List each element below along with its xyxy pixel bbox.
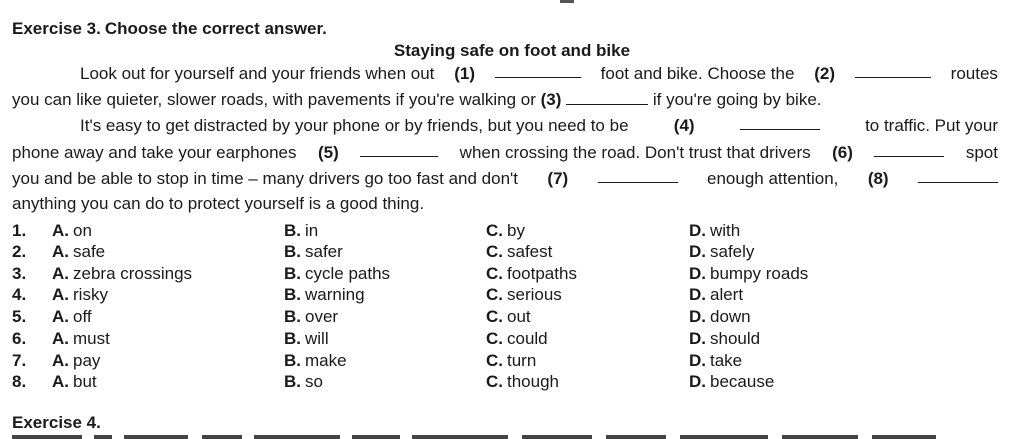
paragraph-line-1: [80, 62, 998, 86]
option-a[interactable]: A. but: [52, 372, 97, 391]
question-number: 2.: [12, 242, 27, 261]
option-d[interactable]: D. take: [689, 351, 743, 370]
question-number: 1.: [12, 221, 27, 240]
option-d[interactable]: D. alert: [689, 285, 744, 304]
paragraph-line-4: [12, 141, 998, 165]
line-text: foot and bike. Choose the: [600, 64, 795, 83]
answer-blank-8[interactable]: [918, 167, 998, 183]
gap-number-3: (3): [540, 90, 562, 109]
option-b[interactable]: B. cycle paths: [284, 264, 391, 283]
line-text: when crossing the road. Don't trust that drivers: [459, 143, 811, 162]
option-a[interactable]: A. safe: [52, 242, 106, 261]
answer-blank-1[interactable]: [495, 62, 581, 78]
option-a[interactable]: A. risky: [52, 285, 108, 304]
line-text: you and be able to stop in time – many drivers go too fast and don't: [12, 169, 518, 188]
option-d[interactable]: D. bumpy roads: [689, 264, 809, 283]
answer-blank-2[interactable]: [855, 62, 931, 78]
gap-number-7: (7): [547, 169, 569, 188]
gap-number-8: (8): [867, 169, 889, 188]
option-c[interactable]: C. turn: [486, 351, 537, 370]
answer-blank-7[interactable]: [598, 167, 678, 183]
line-text: anything you can do to protect yourself is a good thing.: [12, 194, 425, 213]
option-c[interactable]: C. safest: [486, 242, 553, 261]
question-number: 5.: [12, 307, 27, 326]
cropped-text-fragment: [560, 0, 574, 3]
exercise-heading: [12, 19, 331, 39]
answer-blank-5[interactable]: [360, 141, 438, 157]
line-text: It's easy to get distracted by your phone or by friends, but you need to be: [80, 116, 629, 135]
option-c[interactable]: C. by: [486, 221, 525, 240]
answer-blank-3[interactable]: [566, 89, 648, 105]
option-a[interactable]: A. off: [52, 307, 92, 326]
gap-number-5: (5): [317, 143, 339, 162]
exercise-number: Exercise 3.: [12, 19, 101, 38]
option-a[interactable]: A. pay: [52, 351, 101, 370]
paragraph-line-3: [80, 114, 998, 138]
option-b[interactable]: B. warning: [284, 285, 365, 304]
paragraph-line-5: [12, 167, 998, 191]
option-c[interactable]: C. though: [486, 372, 559, 391]
option-b[interactable]: B. make: [284, 351, 347, 370]
option-b[interactable]: B. so: [284, 372, 323, 391]
option-c[interactable]: C. out: [486, 307, 531, 326]
option-c[interactable]: C. footpaths: [486, 264, 577, 283]
option-b[interactable]: B. will: [284, 329, 329, 348]
line-text: you can like quieter, slower roads, with pavements if you're walking or: [12, 90, 536, 109]
option-c[interactable]: C. serious: [486, 285, 562, 304]
gap-number-4: (4): [673, 116, 695, 135]
option-c[interactable]: C. could: [486, 329, 548, 348]
paragraph-line-6: [12, 192, 998, 216]
option-d[interactable]: D. safely: [689, 242, 755, 261]
line-text: enough attention,: [707, 169, 839, 188]
exercise-instruction: Choose the correct answer.: [104, 19, 327, 38]
option-a[interactable]: A. must: [52, 329, 110, 348]
gap-number-6: (6): [832, 143, 853, 162]
option-b[interactable]: B. over: [284, 307, 339, 326]
question-number: 7.: [12, 351, 27, 370]
question-number: 3.: [12, 264, 27, 283]
line-text: to traffic. Put your: [865, 116, 998, 135]
next-exercise-heading: Exercise 4.: [12, 413, 101, 432]
answer-blank-4[interactable]: [740, 114, 820, 130]
gap-number-2: (2): [814, 64, 836, 83]
option-d[interactable]: D. down: [689, 307, 751, 326]
line-text: routes: [950, 64, 998, 83]
option-d[interactable]: D. should: [689, 329, 761, 348]
text-title: Staying safe on foot and bike: [393, 41, 631, 60]
answer-blank-6[interactable]: [874, 141, 944, 157]
question-number: 6.: [12, 329, 27, 348]
line-text: spot: [965, 143, 998, 162]
option-b[interactable]: B. in: [284, 221, 319, 240]
paragraph-line-2: [12, 88, 998, 112]
option-a[interactable]: A. on: [52, 221, 92, 240]
option-d[interactable]: D. with: [689, 221, 741, 240]
question-number: 8.: [12, 372, 27, 391]
line-text: Look out for yourself and your friends when out: [80, 64, 435, 83]
question-number: 4.: [12, 285, 27, 304]
line-text: phone away and take your earphones: [12, 143, 297, 162]
gap-number-1: (1): [454, 64, 475, 83]
option-a[interactable]: A. zebra crossings: [52, 264, 193, 283]
line-text: if you're going by bike.: [652, 90, 822, 109]
cropped-text-fragment: [12, 435, 972, 439]
option-d[interactable]: D. because: [689, 372, 775, 391]
option-b[interactable]: B. safer: [284, 242, 343, 261]
